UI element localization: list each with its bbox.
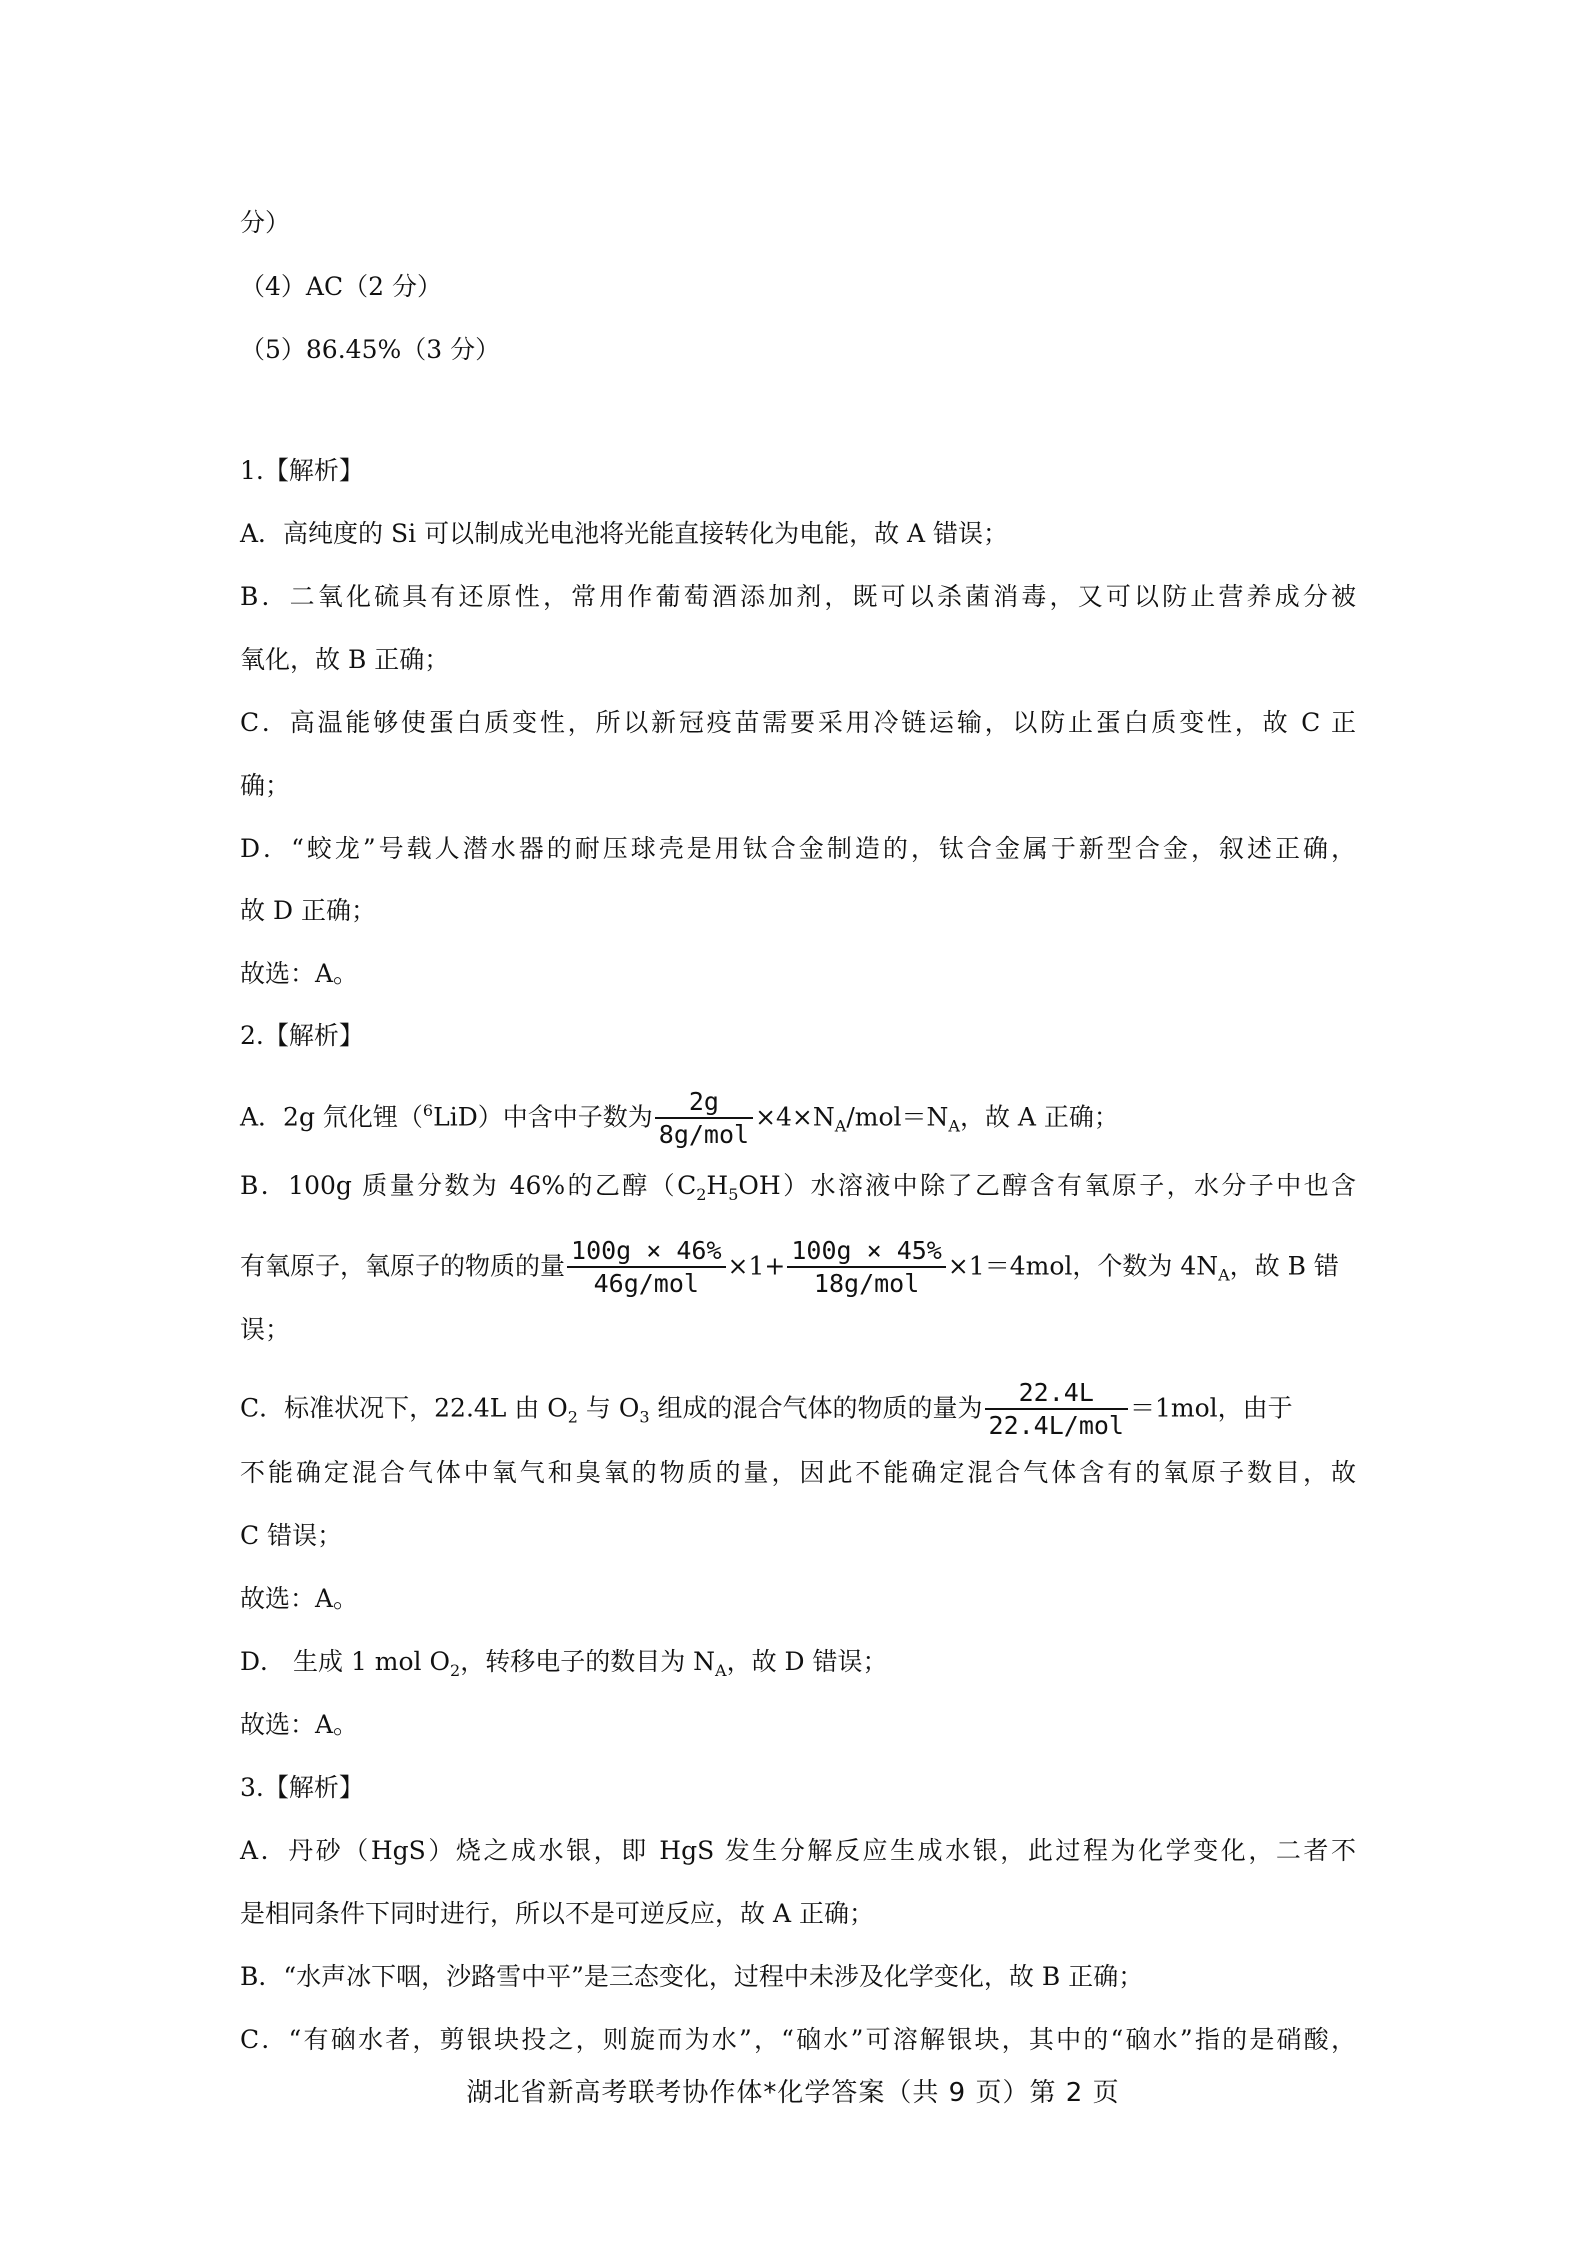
q2-heading: 2.【解析】 xyxy=(240,1021,364,1050)
q2-option-d: D． 生成 1 mol $O_2$，转移电子的数目为 $N_A$，故 D 错误； xyxy=(240,1647,888,1680)
q2-selection-2: 故选：A。 xyxy=(240,1710,359,1739)
q3-option-a-line1: A．丹砂（HgS）烧之成水银，即 HgS 发生分解反应生成水银，此过程为化学变化，二者不 xyxy=(240,1836,1356,1865)
q1-option-a: A．高纯度的 Si 可以制成光电池将光能直接转化为电能，故 A 错误； xyxy=(240,519,1009,548)
q1-option-c-line2: 确； xyxy=(240,771,291,800)
q1-option-d-line1: D．“蛟龙”号载人潜水器的耐压球壳是用钛合金制造的，钛合金属于新型合金，叙述正确， xyxy=(240,834,1356,863)
q1-option-b-line2: 氧化，故 B 正确； xyxy=(240,645,450,674)
fraction: $\frac{100g \times 45\%}{\text{18g/mol}}$ xyxy=(787,1236,946,1300)
q2-option-a: A．2g 氘化锂（$^6$LiD）中含中子数为 $\frac{2g}{\text{8g/mol}}$ $\times 4\times N_A/mol=N_A$，故 A 正确； xyxy=(240,1087,1119,1149)
q3-heading: 3.【解析】 xyxy=(240,1773,364,1802)
q1-selection: 故选：A。 xyxy=(240,959,359,988)
q1-option-d-line2: 故 D 正确； xyxy=(240,896,376,925)
q2-selection-1: 故选：A。 xyxy=(240,1584,359,1613)
q2-option-c-line1: C．标准状况下，22.4L 由 $O_2$ 与 $O_3$ 组成的混合气体的物质的量为 $\frac{22.4L}{\text{22.4L/mol}}$ ＝1mol，由于 xyxy=(240,1378,1293,1440)
q1-option-c-line1: C．高温能够使蛋白质变性，所以新冠疫苗需要采用冷链运输，以防止蛋白质变性，故 C 正 xyxy=(240,708,1356,737)
fraction: $\frac{2g}{\text{8g/mol}}$ xyxy=(655,1087,753,1151)
q2-option-b-line2: 有氧原子，氧原子的物质的量 $\frac{100g \times 46\%}{\text{46g/mol}}$ ×1+ $\frac{100g \times 45\%}{\text{18g/mol}}$ ×1＝4mol，个数为 $4N_A$，故 B 错 xyxy=(240,1236,1339,1298)
q2-option-b-line1: B．100g 质量分数为 46%的乙醇$(C_2H_5OH)$水溶液中除了乙醇含有氧原子，水分子中也含 xyxy=(240,1171,1356,1204)
page-footer: 湖北省新高考联考协作体*化学答案（共 9 页）第 2 页 xyxy=(466,2078,1120,2108)
q2-option-c-line3: C 错误； xyxy=(240,1521,343,1550)
q2-option-c-line2: 不能确定混合气体中氧气和臭氧的物质的量，因此不能确定混合气体含有的氧原子数目，故 xyxy=(240,1458,1356,1487)
fraction: $\frac{22.4L}{\text{22.4L/mol}}$ xyxy=(985,1378,1128,1442)
fraction: $\frac{100g \times 46\%}{\text{46g/mol}}$ xyxy=(567,1236,726,1300)
answer-5: （5）86.45%（3 分） xyxy=(240,335,501,364)
answer-4: （4）AC（2 分） xyxy=(240,272,442,301)
q2-option-b-line3: 误； xyxy=(240,1315,291,1344)
answer-line: 分） xyxy=(240,208,291,237)
q1-option-b-line1: B．二氧化硫具有还原性，常用作葡萄酒添加剂，既可以杀菌消毒，又可以防止营养成分被 xyxy=(240,582,1356,611)
q3-option-a-line2: 是相同条件下同时进行，所以不是可逆反应，故 A 正确； xyxy=(240,1899,874,1928)
q3-option-c-line1: C．“有硇水者，剪银块投之，则旋而为水”，“硇水”可溶解银块，其中的“硇水”指的是硝酸， xyxy=(240,2025,1356,2054)
q1-heading: 1.【解析】 xyxy=(240,456,364,485)
q3-option-b: B．“水声冰下咽，沙路雪中平”是三态变化，过程中未涉及化学变化，故 B 正确； xyxy=(240,1962,1144,1991)
